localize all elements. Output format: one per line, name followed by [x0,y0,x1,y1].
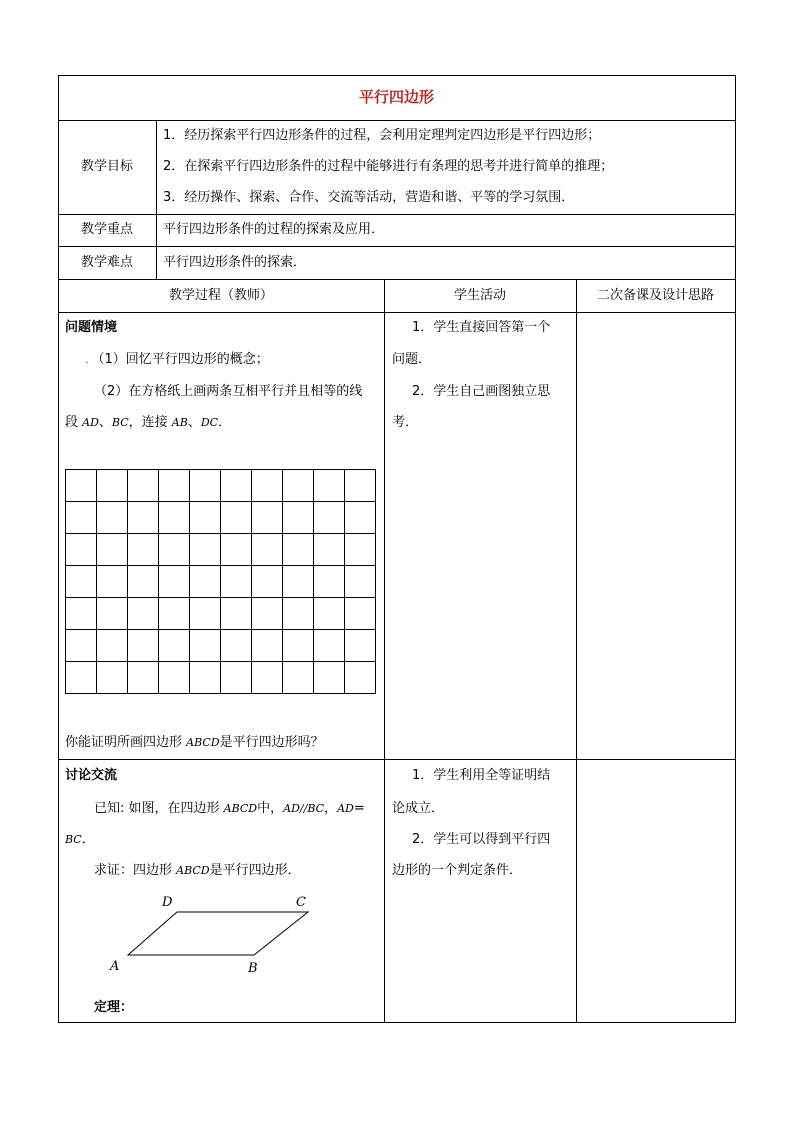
student-activity-line: 2．学生可以得到平行四 [412,832,551,847]
table-border-bottom [58,1022,735,1023]
objectives-label: 教学目标 [80,159,133,174]
prove-question: 你能证明所画四边形 ABCD是平行四边形吗？ [65,735,324,750]
table-col-rule [384,279,385,1023]
prove-statement: 求证：四边形 ABCD是平行四边形． [94,863,301,878]
table-col-rule [156,120,157,279]
key-point-label: 教学重点 [80,222,133,237]
student-activity-line: 1．学生直接回答第一个 [412,320,551,335]
vertex-label-c: C [296,895,306,910]
difficulty-label: 教学难点 [80,255,133,270]
student-activity-line: 论成立． [392,801,445,816]
section-heading: 讨论交流 [65,768,118,783]
table-rule [58,246,735,247]
student-activity-line: 边形的一个判定条件． [392,863,523,878]
column-header-process: 教学过程（教师） [168,288,273,303]
vertex-label-d: D [162,895,173,910]
table-rule [58,120,735,121]
objective-item: 1．经历探索平行四边形条件的过程，会利用定理判定四边形是平行四边形； [163,128,601,143]
page-title: 平行四边形 [358,88,434,106]
given-line2: BC． [65,832,95,847]
key-point-text: 平行四边形条件的过程的探索及应用． [163,222,385,237]
vertex-label-b: B [248,961,258,976]
section-heading: 问题情境 [65,320,118,335]
student-activity-line: 考． [392,415,419,430]
table-border-right [735,75,736,1023]
table-border-top [58,75,735,76]
bullet-dot: ． [85,352,99,367]
parallelogram-figure [100,888,330,978]
table-rule [58,759,735,760]
grid-paper [65,469,376,694]
objective-item: 3．经历操作、探索、合作、交流等活动，营造和谐、平等的学习氛围． [163,190,575,205]
student-activity-line: 问题． [392,352,432,367]
difficulty-text: 平行四边形条件的探索． [163,255,307,270]
table-rule [58,312,735,313]
vertex-label-a: A [110,959,120,974]
recall-item: ．（1）回忆平行四边形的概念； [85,352,269,367]
draw-item-line2: 段 AD、BC，连接 AB、DC． [65,415,232,430]
table-rule [58,214,735,215]
objective-item: 2．在探索平行四边形条件的过程中能够进行有条理的思考并进行简单的推理； [163,159,614,174]
theorem-label: 定理： [94,1000,134,1015]
parallelogram-shape [128,912,308,955]
student-activity-line: 1．学生利用全等证明结 [412,768,551,783]
table-rule [58,279,735,280]
table-col-rule [576,279,577,1023]
column-header-student: 学生活动 [453,288,506,303]
draw-item-line1: （2）在方格纸上画两条互相平行并且相等的线 [94,384,363,399]
given-line1: 已知: 如图，在四边形 ABCD中，AD//BC，AD= [94,801,365,816]
student-activity-line: 2．学生自己画图独立思 [412,384,551,399]
column-header-notes: 二次备课及设计思路 [596,288,714,303]
table-border-left [58,75,59,1023]
